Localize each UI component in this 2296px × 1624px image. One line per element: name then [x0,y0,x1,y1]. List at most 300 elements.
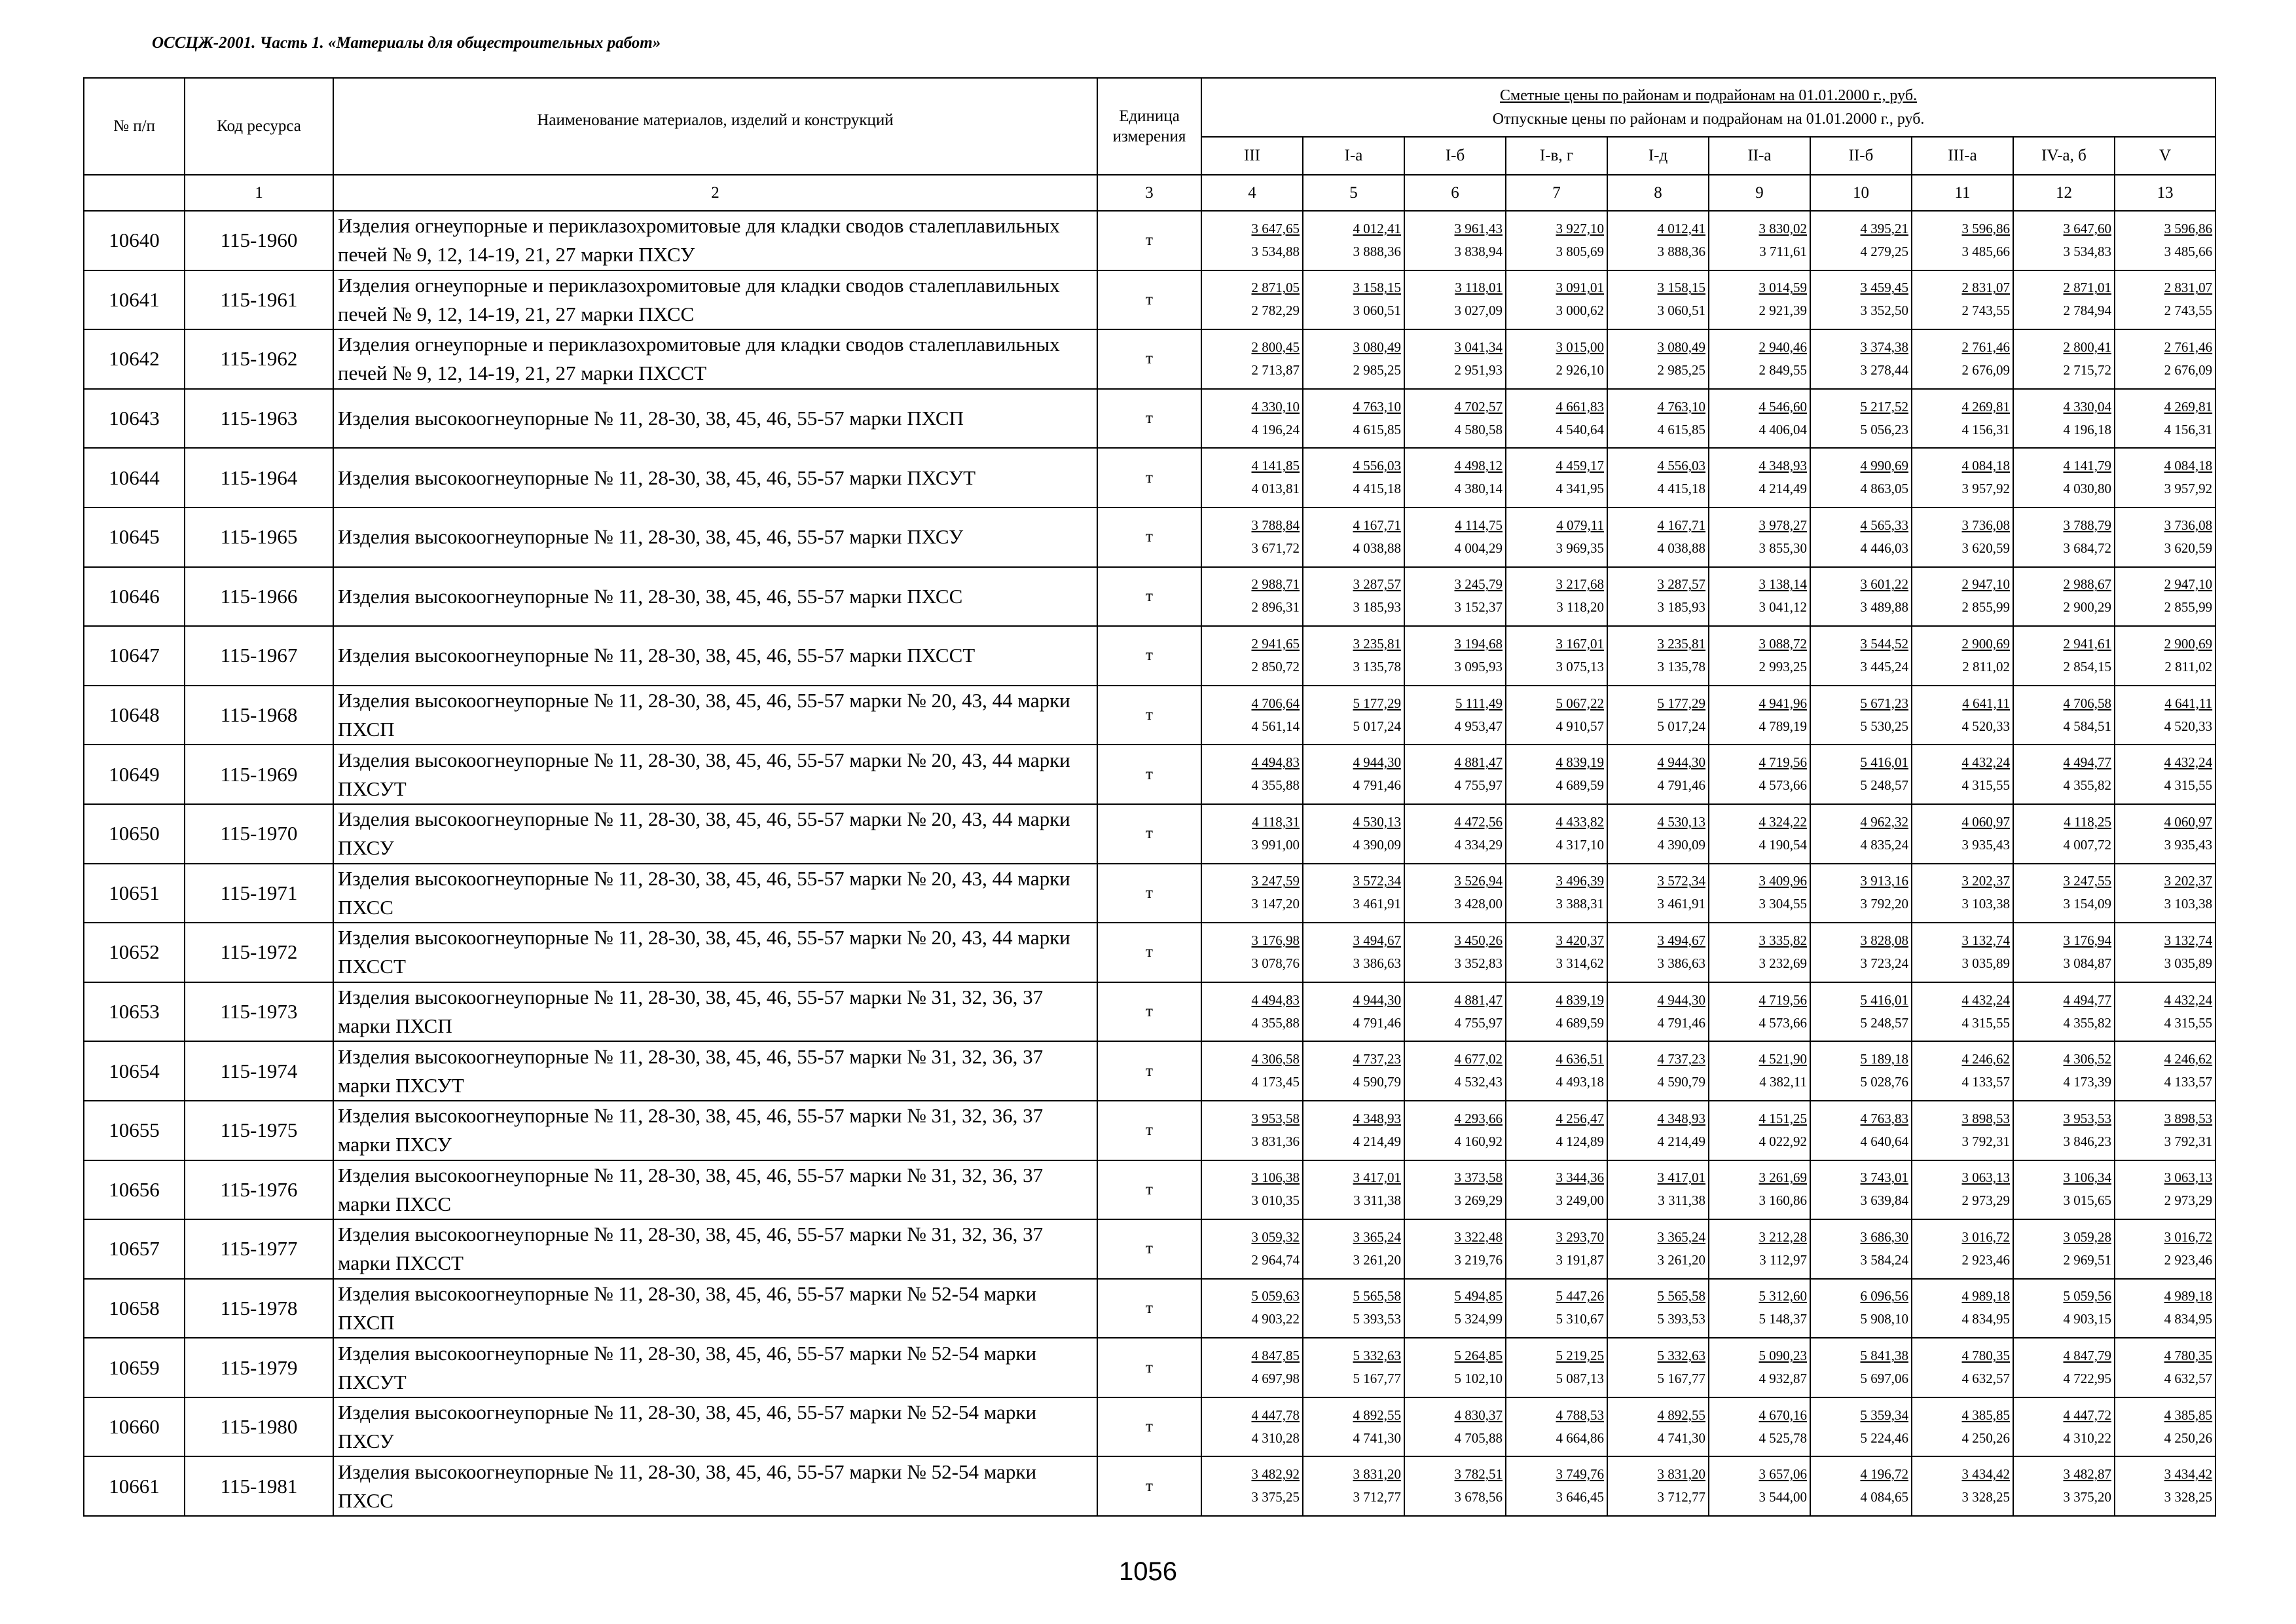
release-price: 4 315,55 [2164,777,2213,794]
release-price: 4 214,49 [1758,481,1807,497]
price-cell [2115,745,2215,804]
release-price: 2 900,29 [2063,599,2111,616]
release-price: 4 317,10 [1556,836,1604,853]
release-price: 5 017,24 [1657,718,1705,734]
release-price: 3 278,44 [1860,361,1908,378]
estimate-price: 2 947,10 [1961,576,2010,593]
release-price: 4 755,97 [1454,777,1503,794]
material-name: Изделия высокоогнеупорные № 11, 28-30, 38, 45, 46, 55-57 марки № 52-54 марки ПХСС [333,1456,1097,1516]
estimate-price: 3 014,59 [1758,280,1807,296]
release-price: 5 393,53 [1353,1311,1401,1327]
estimate-price: 5 359,34 [1860,1407,1908,1423]
resource-code: 115-1961 [185,270,333,330]
price-cell [1709,1041,1810,1101]
estimate-price: 4 780,35 [2164,1348,2213,1364]
estimate-price: 4 084,18 [2164,458,2213,474]
resource-code: 115-1966 [185,567,333,627]
row-number: 10641 [84,270,185,330]
price-cell [2013,1101,2115,1160]
price-cell [1303,1041,1404,1101]
price-cell [1607,329,1709,389]
price-cell [1404,389,1506,449]
price-cell [1810,1160,1912,1220]
price-cell [1810,211,1912,270]
release-price: 4 590,79 [1353,1074,1401,1090]
release-price: 4 910,57 [1556,718,1604,734]
release-price: 3 304,55 [1758,896,1807,912]
price-cell [1912,1279,2013,1338]
price-cell [1607,270,1709,330]
release-price: 3 185,93 [1657,599,1705,616]
release-price: 3 584,24 [1860,1251,1908,1268]
estimate-price: 5 447,26 [1556,1288,1604,1304]
estimate-price: 4 012,41 [1657,220,1705,236]
unit-of-measure: т [1097,329,1201,389]
table-row [84,329,2215,389]
release-price: 3 154,09 [2063,896,2111,912]
release-price: 4 156,31 [1961,421,2010,437]
resource-code: 115-1963 [185,389,333,449]
release-price: 4 382,11 [1759,1074,1807,1090]
column-number: 6 [1404,175,1506,211]
price-cell [1201,567,1303,627]
price-cell [1607,626,1709,686]
table-row [84,864,2215,923]
price-cell [1810,804,1912,864]
estimate-price: 3 091,01 [1556,280,1604,296]
estimate-price: 3 743,01 [1860,1170,1908,1186]
row-number: 10644 [84,448,185,507]
estimate-price: 3 063,13 [2164,1170,2213,1186]
release-price: 4 632,57 [2164,1371,2213,1387]
price-cell [1810,864,1912,923]
header-unit: Единица измерения [1097,78,1201,175]
estimate-price: 2 831,07 [2164,280,2213,296]
release-price: 4 791,46 [1657,1014,1705,1031]
release-price: 4 013,81 [1251,481,1300,497]
price-cell [1607,1279,1709,1338]
release-price: 3 185,93 [1353,599,1401,616]
release-price: 3 723,24 [1860,955,1908,971]
price-cell [1709,1279,1810,1338]
table-row [84,1279,2215,1338]
price-cell [1709,1219,1810,1279]
price-cell [2115,1041,2215,1101]
estimate-price: 3 953,53 [2063,1110,2111,1126]
resource-code: 115-1975 [185,1101,333,1160]
release-price: 2 926,10 [1556,361,1604,378]
release-price: 3 232,69 [1758,955,1807,971]
price-cell [1912,329,2013,389]
release-price: 3 445,24 [1860,658,1908,674]
row-number: 10648 [84,686,185,745]
release-price: 4 124,89 [1556,1133,1604,1149]
estimate-price: 3 287,57 [1657,576,1705,593]
material-name: Изделия высокоогнеупорные № 11, 28-30, 38, 45, 46, 55-57 марки № 31, 32, 36, 37 марки ПХСС [333,1160,1097,1220]
release-price: 4 532,43 [1454,1074,1503,1090]
price-cell [1912,567,2013,627]
unit-of-measure: т [1097,982,1201,1042]
price-cell [1709,1160,1810,1220]
estimate-price: 4 661,83 [1556,398,1604,415]
estimate-price: 5 332,63 [1353,1348,1401,1364]
estimate-price: 3 898,53 [2164,1110,2213,1126]
price-cell [1607,211,1709,270]
row-number: 10653 [84,982,185,1042]
release-price: 4 834,95 [2164,1311,2213,1327]
price-cell [1404,1219,1506,1279]
estimate-price: 3 063,13 [1961,1170,2010,1186]
price-cell [1404,329,1506,389]
price-cell [1709,982,1810,1042]
table-row [84,1041,2215,1101]
estimate-price: 3 686,30 [1860,1228,1908,1245]
estimate-price: 2 761,46 [1961,339,2010,355]
estimate-price: 3 596,86 [2164,220,2213,236]
price-cell [2115,686,2215,745]
price-cell [1810,626,1912,686]
estimate-price: 4 330,04 [2063,398,2111,415]
release-price: 3 838,94 [1454,243,1503,259]
row-number: 10656 [84,1160,185,1220]
estimate-price: 5 059,63 [1251,1288,1300,1304]
price-cell [2115,507,2215,567]
release-price: 3 712,77 [1353,1489,1401,1505]
release-price: 3 888,36 [1657,243,1705,259]
estimate-price: 3 373,58 [1454,1170,1503,1186]
release-price: 3 219,76 [1454,1251,1503,1268]
release-price: 5 248,57 [1860,1014,1908,1031]
price-cell [1912,270,2013,330]
release-price: 5 028,76 [1860,1074,1908,1090]
region-header: III-а [1912,137,2013,175]
release-price: 3 135,78 [1657,658,1705,674]
estimate-price: 3 132,74 [2164,932,2213,948]
table-row [84,982,2215,1042]
resource-code: 115-1964 [185,448,333,507]
table-row [84,389,2215,449]
table-row [84,804,2215,864]
release-price: 4 573,66 [1758,1014,1807,1031]
release-price: 3 191,87 [1556,1251,1604,1268]
row-number: 10642 [84,329,185,389]
estimate-price: 4 944,30 [1353,754,1401,771]
row-number: 10646 [84,567,185,627]
price-cell [1303,1101,1404,1160]
estimate-price: 4 989,18 [1961,1288,2010,1304]
estimate-price: 4 763,83 [1860,1110,1908,1126]
estimate-price: 5 059,56 [2063,1288,2111,1304]
price-cell [1404,1397,1506,1457]
unit-of-measure: т [1097,864,1201,923]
price-cell [1810,389,1912,449]
price-cell [1810,1279,1912,1338]
price-cell [1810,1338,1912,1397]
estimate-price: 4 079,11 [1556,517,1604,533]
price-cell [2115,923,2215,982]
estimate-price: 5 565,58 [1353,1288,1401,1304]
estimate-price: 2 941,61 [2063,635,2111,652]
release-price: 4 315,55 [1961,777,2010,794]
release-price: 4 133,57 [1961,1074,2010,1090]
estimate-price: 3 158,15 [1657,280,1705,296]
resource-code: 115-1971 [185,864,333,923]
release-price: 4 173,39 [2063,1074,2111,1090]
price-cell [1607,982,1709,1042]
estimate-price: 4 432,24 [2164,991,2213,1008]
page-number: 1056 [1119,1557,1177,1586]
price-cell [1709,567,1810,627]
estimate-price: 5 189,18 [1860,1051,1908,1067]
estimate-price: 5 332,63 [1657,1348,1705,1364]
material-name: Изделия огнеупорные и периклазохромитовые для кладки сводов сталеплавильных печей № 9, 12, 14-19, 21, 27 марки ПХСС [333,270,1097,330]
release-price: 3 078,76 [1251,955,1300,971]
estimate-price: 3 041,34 [1454,339,1503,355]
estimate-price: 4 962,32 [1860,813,1908,830]
price-cell [1201,626,1303,686]
release-price: 3 712,77 [1657,1489,1705,1505]
price-cell [1303,1160,1404,1220]
release-price: 4 615,85 [1657,421,1705,437]
release-price: 3 792,31 [2164,1133,2213,1149]
release-price: 5 324,99 [1454,1311,1503,1327]
release-price: 3 846,23 [2063,1133,2111,1149]
estimate-price: 4 530,13 [1657,813,1705,830]
release-price: 4 406,04 [1758,421,1807,437]
price-cell [1303,211,1404,270]
price-cell [1404,211,1506,270]
release-price: 4 791,46 [1657,777,1705,794]
estimate-price: 2 761,46 [2164,339,2213,355]
release-price: 4 355,88 [1251,777,1300,794]
price-cell [1912,1456,2013,1516]
release-price: 5 908,10 [1860,1311,1908,1327]
price-cell [1404,686,1506,745]
release-price: 2 743,55 [2164,303,2213,319]
release-price: 4 133,57 [2164,1074,2213,1090]
price-cell [1709,329,1810,389]
estimate-price: 3 217,68 [1556,576,1604,593]
estimate-price: 3 176,94 [2063,932,2111,948]
price-cell [1303,1279,1404,1338]
row-number: 10640 [84,211,185,270]
estimate-price: 4 944,30 [1657,991,1705,1008]
table-row [84,1219,2215,1279]
release-price: 3 792,31 [1961,1133,2010,1149]
region-header: I-в, г [1506,137,1607,175]
resource-code: 115-1972 [185,923,333,982]
price-cell [1201,1456,1303,1516]
price-cell [2013,1279,2115,1338]
release-price: 3 027,09 [1454,303,1503,319]
release-price: 2 854,15 [2063,658,2111,674]
price-cell [1506,1279,1607,1338]
estimate-price: 4 167,71 [1353,517,1401,533]
release-price: 4 834,95 [1961,1311,2010,1327]
unit-of-measure: т [1097,1219,1201,1279]
price-cell [1709,1456,1810,1516]
price-cell [1506,270,1607,330]
material-name: Изделия высокоогнеупорные № 11, 28-30, 38, 45, 46, 55-57 марки № 52-54 марки ПХСП [333,1279,1097,1338]
price-cell [2115,1219,2215,1279]
row-number: 10647 [84,626,185,686]
price-cell [1404,626,1506,686]
release-price: 3 678,56 [1454,1489,1503,1505]
release-price: 3 160,86 [1758,1192,1807,1209]
estimate-price: 5 264,85 [1454,1348,1503,1364]
price-cell [1201,211,1303,270]
estimate-price: 5 841,38 [1860,1348,1908,1364]
release-price: 5 017,24 [1353,718,1401,734]
release-price: 4 791,46 [1353,777,1401,794]
region-header: II-а [1709,137,1810,175]
release-price: 4 380,14 [1454,481,1503,497]
estimate-price: 4 293,66 [1454,1110,1503,1126]
price-cell [1607,1160,1709,1220]
price-cell [2013,982,2115,1042]
release-price: 3 969,35 [1556,540,1604,556]
estimate-price: 4 556,03 [1657,458,1705,474]
estimate-price: 3 831,20 [1353,1466,1401,1483]
estimate-price: 2 940,46 [1758,339,1807,355]
release-price: 3 352,50 [1860,303,1908,319]
release-price: 4 355,82 [2063,1014,2111,1031]
estimate-price: 4 432,24 [1961,991,2010,1008]
column-number [84,175,185,211]
estimate-price: 4 269,81 [1961,398,2010,415]
table-row [84,1338,2215,1397]
price-cell [1912,507,2013,567]
price-cell [1810,923,1912,982]
price-cell [1607,507,1709,567]
release-price: 4 415,18 [1657,481,1705,497]
release-price: 4 580,58 [1454,421,1503,437]
resource-code: 115-1974 [185,1041,333,1101]
release-price: 5 102,10 [1454,1371,1503,1387]
estimate-price: 3 245,79 [1454,576,1503,593]
release-price: 3 352,83 [1454,955,1503,971]
price-cell [1709,804,1810,864]
release-price: 3 261,20 [1353,1251,1401,1268]
estimate-price: 3 417,01 [1657,1170,1705,1186]
price-cell [2115,448,2215,507]
resource-code: 115-1973 [185,982,333,1042]
price-cell [1709,686,1810,745]
price-cell [1607,567,1709,627]
price-cell [1912,686,2013,745]
price-cell [2115,864,2215,923]
estimate-price: 2 941,65 [1251,635,1300,652]
price-cell [1404,1160,1506,1220]
price-cell [1709,1338,1810,1397]
column-number: 12 [2013,175,2115,211]
release-price: 3 639,84 [1860,1192,1908,1209]
price-cell [1404,864,1506,923]
release-price: 5 056,23 [1860,421,1908,437]
release-price: 3 386,63 [1353,955,1401,971]
price-cell [2115,211,2215,270]
price-cell [1607,1101,1709,1160]
release-price: 3 084,87 [2063,955,2111,971]
release-price: 3 620,59 [2164,540,2213,556]
price-cell [1303,923,1404,982]
release-price: 3 805,69 [1556,243,1604,259]
region-header: I-а [1303,137,1404,175]
row-number: 10645 [84,507,185,567]
unit-of-measure: т [1097,211,1201,270]
estimate-price: 3 059,28 [2063,1228,2111,1245]
release-price: 3 991,00 [1251,836,1300,853]
release-price: 4 493,18 [1556,1074,1604,1090]
price-cell [1506,329,1607,389]
release-price: 5 697,06 [1860,1371,1908,1387]
price-cell [2115,1279,2215,1338]
price-cell [2013,329,2115,389]
release-price: 3 035,89 [1961,955,2010,971]
release-price: 3 152,37 [1454,599,1503,616]
price-cell [2115,1101,2215,1160]
price-cell [1506,448,1607,507]
release-price: 3 534,83 [2063,243,2111,259]
price-cell [1912,626,2013,686]
price-cell [1506,1219,1607,1279]
release-price: 5 148,37 [1758,1311,1807,1327]
release-price: 3 328,25 [2164,1489,2213,1505]
price-cell [1912,982,2013,1042]
estimate-price: 3 132,74 [1961,932,2010,948]
estimate-price: 4 677,02 [1454,1051,1503,1067]
price-cell [2115,626,2215,686]
estimate-price: 3 365,24 [1353,1228,1401,1245]
estimate-price: 4 385,85 [1961,1407,2010,1423]
column-number: 9 [1709,175,1810,211]
release-price: 4 863,05 [1860,481,1908,497]
material-name: Изделия высокоогнеупорные № 11, 28-30, 38, 45, 46, 55-57 марки № 52-54 марки ПХСУТ [333,1338,1097,1397]
price-cell [2013,686,2115,745]
resource-code: 115-1980 [185,1397,333,1457]
price-cell [1506,804,1607,864]
estimate-price: 2 800,45 [1251,339,1300,355]
region-header: I-б [1404,137,1506,175]
estimate-price: 3 365,24 [1657,1228,1705,1245]
estimate-price: 3 080,49 [1353,339,1401,355]
release-price: 3 041,12 [1758,599,1807,616]
price-cell [1506,1456,1607,1516]
estimate-price: 5 312,60 [1758,1288,1807,1304]
price-cell [2013,211,2115,270]
estimate-price: 6 096,56 [1860,1288,1908,1304]
estimate-price: 3 080,49 [1657,339,1705,355]
estimate-price: 3 167,01 [1556,635,1604,652]
release-price: 2 676,09 [2164,361,2213,378]
row-number: 10655 [84,1101,185,1160]
release-price: 4 689,59 [1556,777,1604,794]
estimate-price: 3 544,52 [1860,635,1908,652]
release-price: 4 953,47 [1454,718,1503,734]
estimate-price: 4 151,25 [1758,1110,1807,1126]
estimate-price: 3 158,15 [1353,280,1401,296]
price-cell [1201,1160,1303,1220]
price-cell [1810,745,1912,804]
release-price: 4 196,24 [1251,421,1300,437]
estimate-price: 3 953,58 [1251,1110,1300,1126]
price-cell [1506,211,1607,270]
region-header: IV-а, б [2013,137,2115,175]
column-number: 13 [2115,175,2215,211]
unit-of-measure: т [1097,745,1201,804]
row-number: 10659 [84,1338,185,1397]
estimate-price: 4 395,21 [1860,220,1908,236]
